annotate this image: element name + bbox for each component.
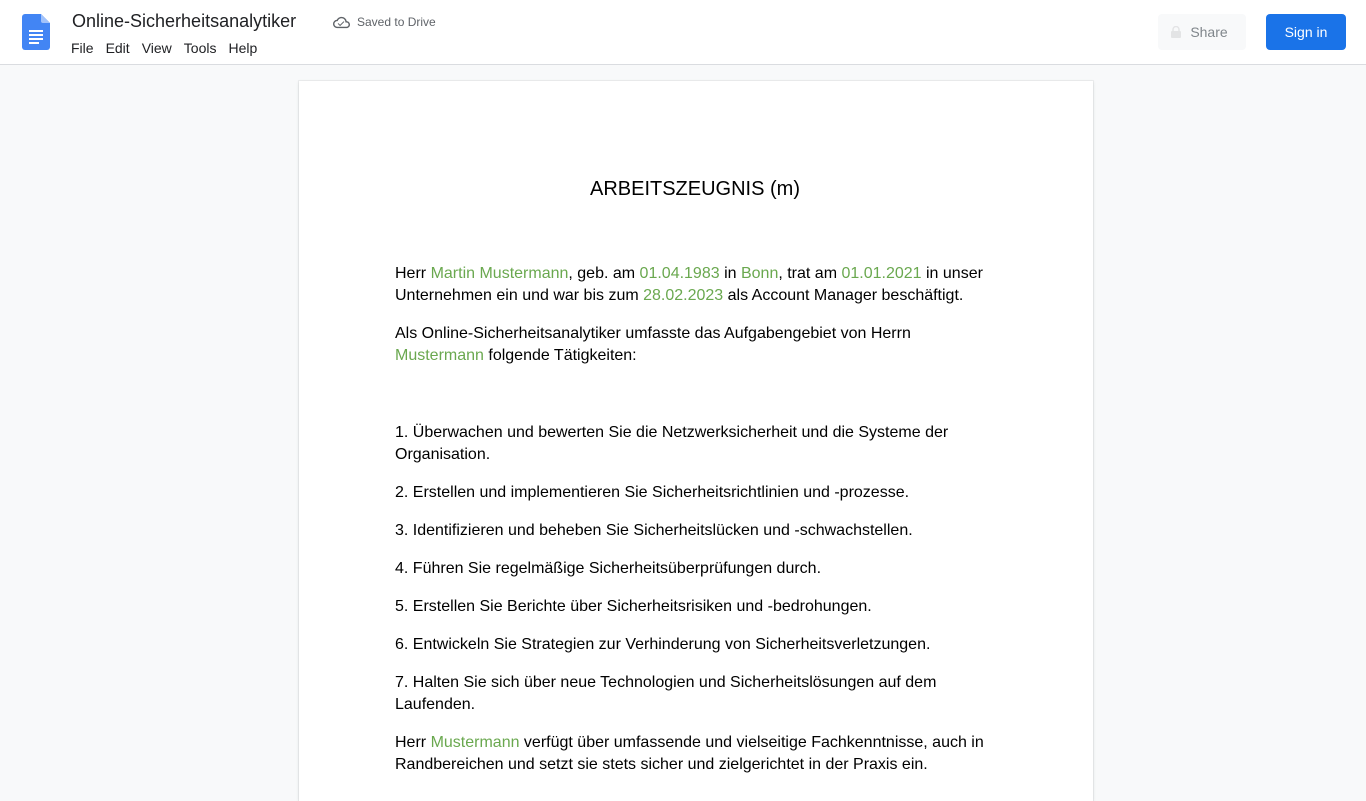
task-item: 7. Halten Sie sich über neue Technologien und Sicherheitslösungen auf dem Laufenden.: [395, 674, 937, 713]
top-bar: [0, 0, 1366, 65]
task-item: 6. Entwickeln Sie Strategien zur Verhinderung von Sicherheitsverletzungen.: [395, 636, 931, 653]
closing-paragraph: Herr Mustermann verfügt über umfassende und vielseitige Fachkenntnisse, auch in Randbereichen und setzt sie stets sicher und zielgerichtet in der Praxis ein.: [395, 734, 984, 773]
task-item: 2. Erstellen und implementieren Sie Sicherheitsrichtlinien und -prozesse.: [395, 484, 910, 501]
share-button[interactable]: [1158, 14, 1246, 50]
document-title[interactable]: Online-Sicherheitsanalytiker: [72, 11, 297, 31]
lock-icon: [1170, 26, 1182, 38]
save-status-label: Saved to Drive: [357, 15, 436, 29]
task-item: 3. Identifizieren und beheben Sie Sicherheitslücken und -schwachstellen.: [395, 522, 913, 539]
docs-logo-icon[interactable]: [22, 14, 50, 50]
birth-place: Bonn: [740, 265, 779, 282]
tasks-intro-paragraph: Als Online-Sicherheitsanalytiker umfasste das Aufgabengebiet von Herrn Mustermann folgende Tätigkeiten:: [395, 325, 911, 364]
save-status[interactable]: [333, 14, 436, 30]
task-item: 4. Führen Sie regelmäßige Sicherheitsüberprüfungen durch.: [395, 560, 822, 577]
employee-surname: Mustermann: [395, 347, 484, 364]
empty-line: [395, 383, 995, 422]
share-button-label: Share: [1190, 24, 1228, 40]
intro-paragraph: Herr Martin Mustermann, geb. am 01.04.1983 in Bonn, trat am 01.01.2021 in unser Unternehmen ein und war bis zum 28.02.2023 als Account Manager beschäftigt.: [395, 265, 983, 304]
menu-file[interactable]: File: [71, 40, 94, 56]
cloud-done-icon: [333, 14, 350, 31]
document-heading: ARBEITSZEUGNIS (m): [589, 178, 800, 200]
menu-bar: [71, 40, 269, 58]
document-page: [299, 81, 1093, 801]
menu-help[interactable]: Help: [228, 40, 258, 56]
sign-in-button[interactable]: Sign in: [1266, 14, 1346, 50]
end-date: 28.02.2023: [643, 287, 724, 304]
task-item: 5. Erstellen Sie Berichte über Sicherheitsrisiken und -bedrohungen.: [395, 598, 872, 615]
employee-name: Martin Mustermann: [430, 265, 569, 282]
menu-edit[interactable]: Edit: [105, 40, 130, 56]
task-item: 1. Überwachen und bewerten Sie die Netzwerksicherheit und die Systeme der Organisation.: [395, 424, 949, 463]
birth-date: 01.04.1983: [639, 265, 720, 282]
menu-tools[interactable]: Tools: [183, 40, 217, 56]
employee-surname: Mustermann: [430, 734, 520, 751]
start-date: 01.01.2021: [841, 265, 922, 282]
menu-view[interactable]: View: [141, 40, 172, 56]
document-body: [395, 175, 995, 792]
